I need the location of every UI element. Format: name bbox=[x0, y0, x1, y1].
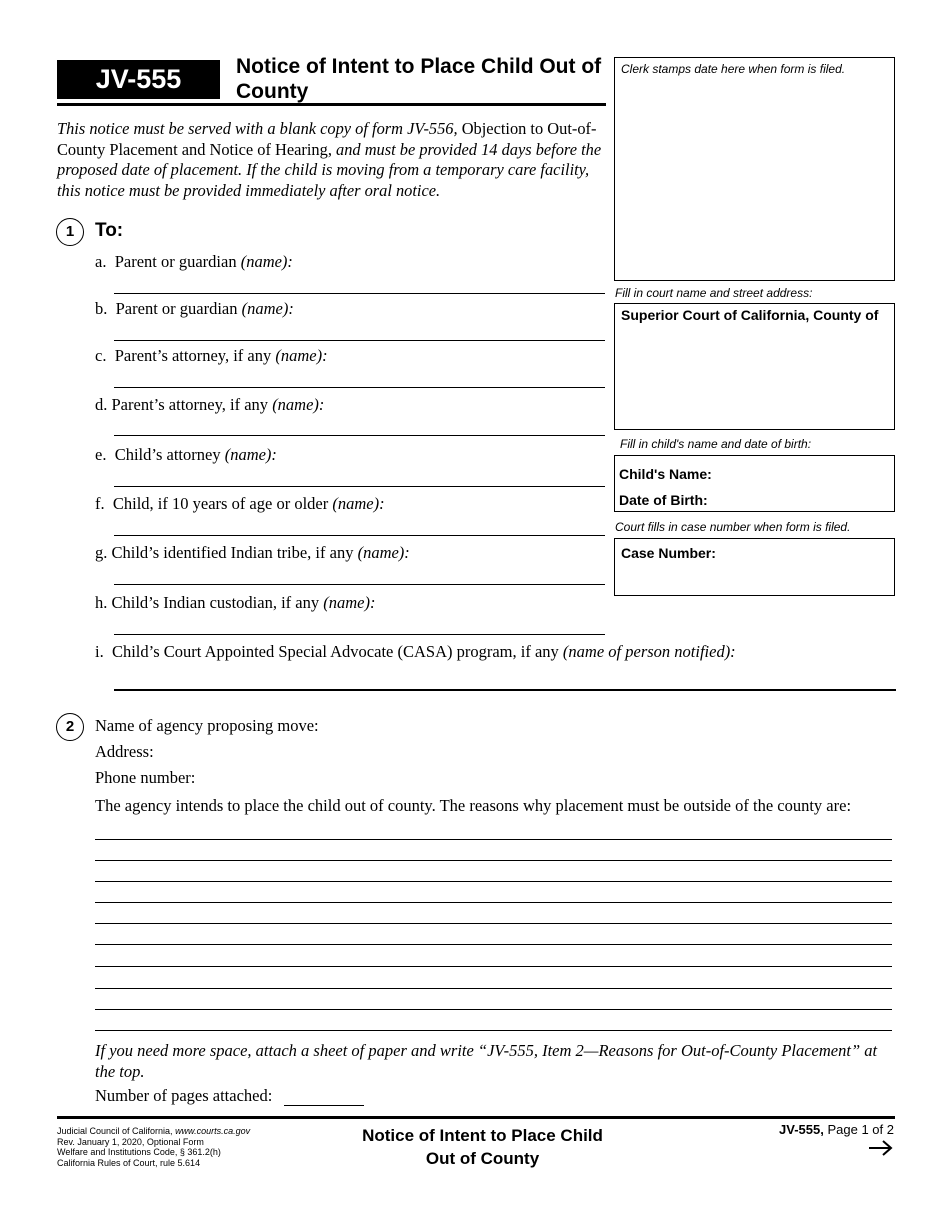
page-title: Notice of Intent to Place Child Out of County bbox=[236, 55, 602, 103]
case-number-box[interactable] bbox=[614, 538, 895, 596]
recipient-c-label bbox=[95, 346, 328, 366]
arrow-right-icon[interactable] bbox=[779, 1139, 894, 1160]
recipient-a-label bbox=[95, 252, 293, 272]
child-info-box[interactable] bbox=[614, 455, 895, 512]
item-label: Child’s Court Appointed Special Advocate (CASA) program, if any bbox=[111, 642, 563, 661]
recipient-h-label bbox=[95, 593, 375, 613]
item-label: Child’s Indian custodian, if any bbox=[111, 593, 324, 612]
recipient-f-field[interactable] bbox=[114, 535, 605, 536]
footer-line-3: Welfare and Institutions Code, § 361.2(h) bbox=[57, 1147, 221, 1157]
pages-attached-label: Number of pages attached: bbox=[95, 1086, 273, 1105]
footer-title-line-1: Notice of Intent to Place Child bbox=[362, 1126, 603, 1145]
item-hint: (name): bbox=[323, 593, 376, 612]
recipient-e-label bbox=[95, 445, 277, 465]
recipient-c-field[interactable] bbox=[114, 387, 605, 388]
intro-part3: and must be provided 14 days before the proposed date of placement. If the child is moving from a temporary care facility, this notice must be provided immediately after oral notice. bbox=[57, 139, 602, 200]
case-fill-label: Court fills in case number when form is filed. bbox=[615, 520, 851, 534]
item-letter: f. bbox=[95, 494, 105, 513]
clerk-stamp-label: Clerk stamps date here when form is filed. bbox=[621, 62, 846, 76]
footer-url: www.courts.ca.gov bbox=[175, 1126, 251, 1136]
reasons-line[interactable] bbox=[95, 860, 892, 861]
item-label: Child’s attorney bbox=[114, 445, 225, 464]
recipient-f-label bbox=[95, 494, 385, 514]
recipient-e-field[interactable] bbox=[114, 486, 605, 487]
page-indicator bbox=[779, 1122, 894, 1160]
footer-divider bbox=[57, 1116, 895, 1119]
intro-part1: This notice must be served with a blank copy of form JV-556, bbox=[57, 119, 462, 138]
footer-council: Judicial Council of California, bbox=[57, 1126, 176, 1136]
item-label: Parent’s attorney, if any bbox=[111, 395, 273, 414]
item-hint: (name): bbox=[357, 543, 410, 562]
reasons-intro: The agency intends to place the child out of county. The reasons why placement must be outside of the county are: bbox=[95, 796, 852, 815]
court-fill-label: Fill in court name and street address: bbox=[615, 286, 813, 300]
item-hint: (name): bbox=[224, 445, 277, 464]
recipient-g-field[interactable] bbox=[114, 584, 605, 585]
court-name-box[interactable] bbox=[614, 303, 895, 430]
item-hint: (name of person notified): bbox=[562, 642, 736, 661]
item-letter: h. bbox=[95, 593, 108, 612]
recipient-i-field[interactable] bbox=[114, 689, 896, 691]
recipient-a-field[interactable] bbox=[114, 293, 605, 294]
more-space-note: If you need more space, attach a sheet of paper and write “JV-555, Item 2—Reasons for Out-of-County Placement” at the top. bbox=[95, 1041, 878, 1081]
agency-address-label: Address: bbox=[95, 742, 154, 761]
child-name-label: Child's Name: bbox=[619, 466, 712, 482]
reasons-line[interactable] bbox=[95, 881, 892, 882]
item-letter: b. bbox=[95, 299, 108, 318]
footer-line-4: California Rules of Court, rule 5.614 bbox=[57, 1157, 201, 1168]
footer-title-line-2: Out of County bbox=[425, 1149, 540, 1168]
item-letter: i. bbox=[95, 642, 104, 661]
reasons-line[interactable] bbox=[95, 1030, 892, 1031]
reasons-line[interactable] bbox=[95, 923, 892, 924]
item-label: Child’s identified Indian tribe, if any bbox=[111, 543, 358, 562]
item-hint: (name): bbox=[272, 395, 325, 414]
item-hint: (name): bbox=[332, 494, 385, 513]
item-hint: (name): bbox=[275, 346, 328, 365]
recipient-g-label bbox=[95, 543, 410, 563]
reasons-line[interactable] bbox=[95, 944, 892, 945]
item-hint: (name): bbox=[240, 252, 293, 271]
section-1-number: 1 bbox=[56, 218, 84, 246]
section-2-number: 2 bbox=[56, 713, 84, 741]
page-number: Page 1 of 2 bbox=[823, 1122, 894, 1137]
intro-part2: Objection to Out-of-County Placement and Notice of Hearing, bbox=[57, 119, 597, 159]
section-1-heading: To: bbox=[95, 220, 124, 241]
intro-paragraph bbox=[57, 119, 605, 201]
footer-title bbox=[330, 1124, 635, 1170]
clerk-stamp-box bbox=[614, 57, 895, 281]
item-letter: c. bbox=[95, 346, 107, 365]
title-divider bbox=[57, 103, 606, 106]
child-fill-label: Fill in child's name and date of birth: bbox=[620, 437, 812, 451]
dob-label: Date of Birth: bbox=[619, 492, 708, 508]
page-form-id: JV-555, bbox=[779, 1122, 824, 1137]
reasons-line[interactable] bbox=[95, 966, 892, 967]
agency-phone-label: Phone number: bbox=[95, 768, 196, 787]
recipient-d-field[interactable] bbox=[114, 435, 605, 436]
item-label: Child, if 10 years of age or older bbox=[112, 494, 333, 513]
footer-citations bbox=[57, 1126, 250, 1168]
item-letter: a. bbox=[95, 252, 107, 271]
recipient-b-label bbox=[95, 299, 294, 319]
recipient-d-label bbox=[95, 395, 324, 415]
item-hint: (name): bbox=[241, 299, 294, 318]
item-label: Parent or guardian bbox=[115, 299, 242, 318]
footer-line-1 bbox=[57, 1126, 250, 1137]
pages-attached-field[interactable] bbox=[284, 1105, 364, 1106]
footer-line-2: Rev. January 1, 2020, Optional Form bbox=[57, 1136, 204, 1147]
court-name: Superior Court of California, County of bbox=[621, 307, 879, 323]
agency-name-label: Name of agency proposing move: bbox=[95, 716, 319, 735]
item-label: Parent’s attorney, if any bbox=[114, 346, 276, 365]
recipient-h-field[interactable] bbox=[114, 634, 605, 635]
item-letter: e. bbox=[95, 445, 107, 464]
reasons-line[interactable] bbox=[95, 839, 892, 840]
item-letter: d. bbox=[95, 395, 108, 414]
reasons-line[interactable] bbox=[95, 988, 892, 989]
reasons-line[interactable] bbox=[95, 1009, 892, 1010]
recipient-i-label bbox=[95, 642, 736, 662]
item-letter: g. bbox=[95, 543, 108, 562]
reasons-line[interactable] bbox=[95, 902, 892, 903]
case-number-label: Case Number: bbox=[621, 545, 716, 561]
recipient-b-field[interactable] bbox=[114, 340, 605, 341]
item-label: Parent or guardian bbox=[114, 252, 241, 271]
form-id-badge: JV-555 bbox=[57, 60, 220, 99]
